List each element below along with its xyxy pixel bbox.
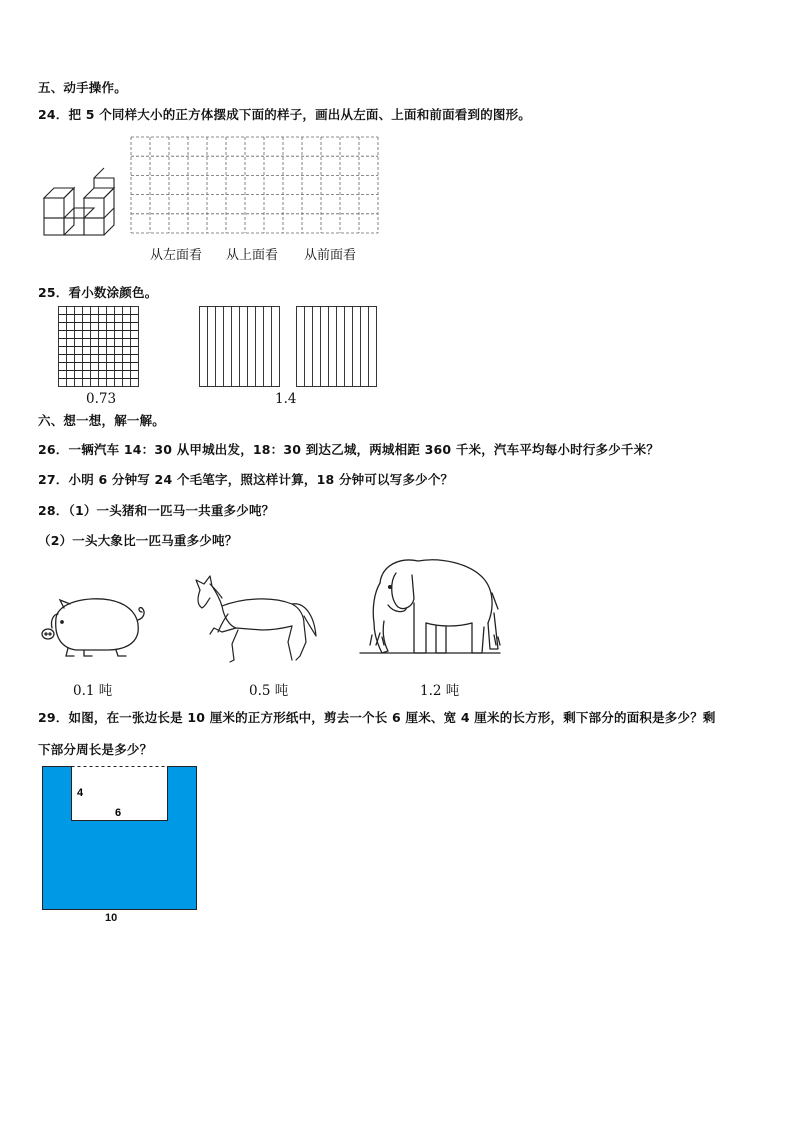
question-24-text: 24．把 5 个同样大小的正方体摆成下面的样子，画出从左面、上面和前面看到的图形。	[38, 107, 531, 122]
value-0-73: 0.73	[86, 391, 117, 407]
caption-left-view: 从左面看	[150, 248, 203, 263]
remaining-paper-shape	[43, 767, 197, 910]
caption-front-view: 从前面看	[304, 248, 357, 263]
pig-illustration	[38, 590, 148, 660]
tenths-square-2	[296, 306, 378, 388]
question-28-part1: 28．（1）一头猪和一匹马一共重多少吨？	[38, 503, 275, 518]
value-1-4: 1.4	[275, 391, 297, 407]
tenths-square-1	[199, 306, 281, 388]
label-6: 6	[115, 807, 122, 819]
label-4: 4	[77, 787, 84, 799]
section-6-heading: 六、想一想，解一解。	[38, 413, 166, 428]
hundred-grid-square	[58, 306, 140, 388]
question-27-text: 27．小明 6 分钟写 24 个毛笔字，照这样计算，18 分钟可以写多少个？	[38, 472, 454, 487]
pig-weight: 0.1 吨	[73, 683, 113, 699]
question-29-line2: 下部分周长是多少？	[38, 742, 153, 757]
horse-illustration	[192, 570, 322, 665]
label-10: 10	[105, 912, 118, 924]
question-25-text: 25．看小数涂颜色。	[38, 285, 158, 300]
elephant-weight: 1.2 吨	[420, 683, 460, 699]
question-29-line1: 29．如图，在一张边长是 10 厘米的正方形纸中，剪去一个长 6 厘米、宽 4 厘米的长方形，剩下部分的面积是多少？剩	[38, 710, 716, 725]
question-26-text: 26．一辆汽车 14：30 从甲城出发，18：30 到达乙城，两城相距 360 千米，汽车平均每小时行多少千米？	[38, 442, 660, 457]
cut-square-diagram	[42, 766, 202, 912]
cube-stack-figure	[42, 182, 122, 237]
question-28-part2: （2）一头大象比一匹马重多少吨？	[38, 533, 238, 548]
horse-weight: 0.5 吨	[249, 683, 289, 699]
section-5-heading: 五、动手操作。	[38, 80, 127, 95]
drawing-grid	[131, 137, 381, 237]
caption-top-view: 从上面看	[226, 248, 279, 263]
elephant-illustration	[360, 553, 500, 663]
